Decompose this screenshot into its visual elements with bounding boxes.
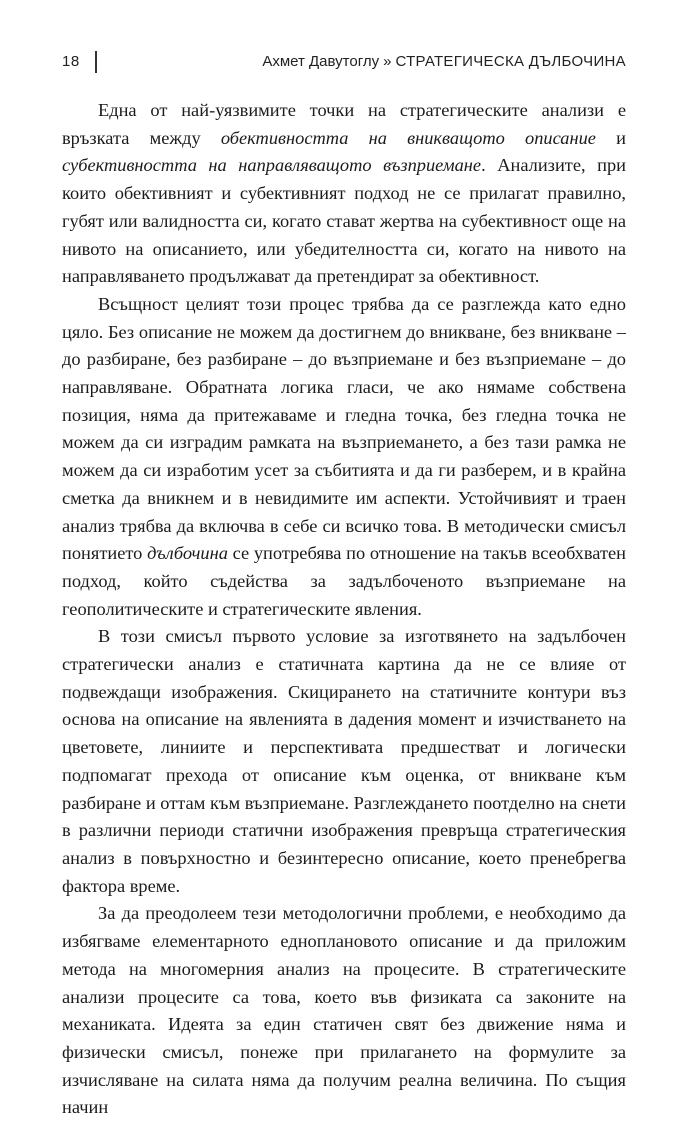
header-divider <box>95 51 97 73</box>
header-separator: » <box>383 53 392 70</box>
paragraph-1-italic-a: обективността на вникващото описание <box>220 127 596 148</box>
running-header <box>62 53 626 77</box>
book-title: СТРАТЕГИЧЕСКА ДЪЛБОЧИНА <box>395 53 626 70</box>
paragraph-2-text-b: се употребява по отношение на такъв всеобхватен подход, който съдейства за задълбоченото възприемане на геополитическите и стратегическите явления. <box>62 543 627 619</box>
paragraph-3-text: В този смисъл първото условие за изготвянето на задълбочен стратегически анализ е статичната картина да не се влияе от подвеждащи изображения. Скицирането на статичните контури въз основа на описание на явленията в дадения момент и изчистването на цветовете, линиите и перспективата предшестват и логически подпомагат прехода от описание към оценка, от вникване към разбиране и оттам към възприемане. Разглеждането поотделно на снети в различни периоди статични изображения превръща стратегическия анализ в повърхностно и безинтересно описание, което пренебрегва фактора време. <box>62 626 626 896</box>
paragraph-2 <box>62 291 626 623</box>
paragraph-2-text-a: Всъщност целият този процес трябва да се разглежда като едно цяло. Без описание не можем да достигнем до вникване, без вникване – до разбиране, без разбиране – до възприемане и без възприемане – до направляване. Обратната логика гласи, че ако нямаме собствена позиция, няма да притежаваме и гледна точка, без гледна точка не можем да си изградим рамката на възприемането, а без тази рамка не можем да си изработим усет за събитията и да ги разберем, и в крайна сметка да вникнем и в невидимите им аспекти. Устойчивият и траен анализ трябва да включва в себе си всичко това. В методически смисъл понятието <box>62 293 626 564</box>
paragraph-2-italic-a: дълбочина <box>147 543 228 564</box>
page-number: 18 <box>62 53 80 70</box>
paragraph-1-text-b: и <box>595 127 626 148</box>
paragraph-4 <box>62 900 626 1122</box>
paragraph-1-text-a: Една от най-уязвимите точки на стратегическите анализи е връзката между <box>62 100 626 148</box>
running-title <box>262 53 626 70</box>
body-text <box>62 97 626 1122</box>
paragraph-4-text: За да преодолеем тези методологични проблеми, е необходимо да избягваме елементарното едноплановото описание и да приложим метода на многомерния анализ на процесите. В стратегическите анализи процесите са това, което във физиката са законите на механиката. Идеята за един статичен свят без движение няма и физически смисъл, понеже при прилагането на формулите за изчисляване на силата няма да получим реална величина. По същия начин <box>62 903 626 1118</box>
paragraph-1-text-c: . Анализите, при които обективният и субективният подход не се прилагат правилно, губят или валидността си, когато стават жертва на субективност още на нивото на описанието, или убедителността си, когато на нивото на направляването продължават да претендират за обективност. <box>62 155 626 287</box>
paragraph-3 <box>62 623 626 900</box>
paragraph-1 <box>62 97 626 291</box>
paragraph-1-italic-b: субективността на направляващото възприемане <box>62 155 482 176</box>
author-name: Ахмет Давутоглу <box>262 53 380 70</box>
